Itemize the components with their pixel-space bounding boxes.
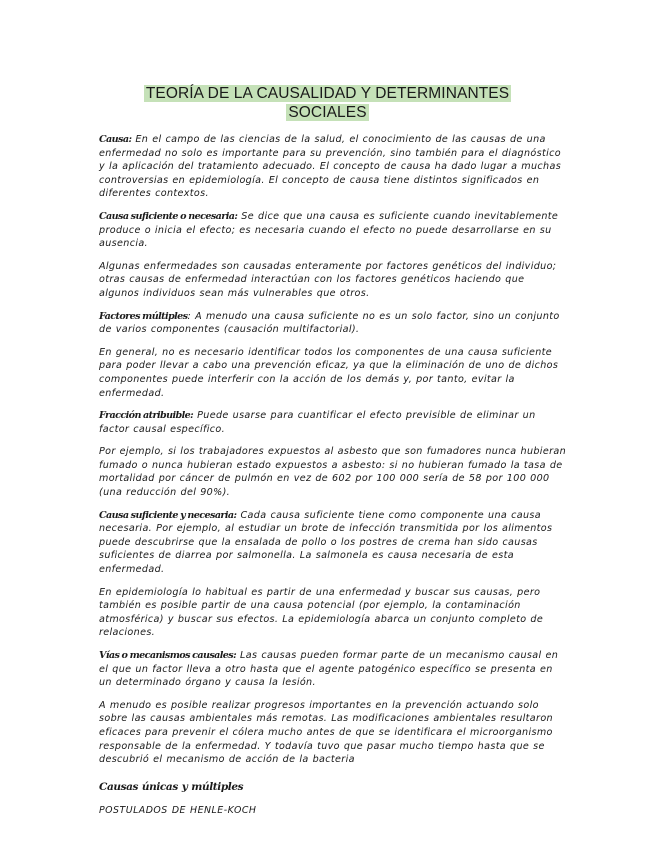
paragraph (99, 260, 567, 301)
paragraph-term: Vías o mecanismos causales: (99, 650, 237, 661)
paragraph (99, 133, 567, 201)
paragraph (99, 409, 567, 436)
paragraph (99, 310, 567, 337)
paragraph-text: En epidemiología lo habitual es partir de una enfermedad y buscar sus causas, pero también es posible partir de una causa potencial (por ejemplo, la contaminación atmosférica) y buscar sus efectos. La epidemiología abarca un conjunto completo de relaciones. (99, 586, 544, 639)
section-heading: Causas únicas y múltiples (99, 780, 244, 793)
paragraph (99, 445, 567, 499)
paragraph (99, 586, 567, 640)
paragraph-term: Causa suficiente o necesaria: (99, 210, 238, 222)
paragraph-term: Causa: (99, 134, 132, 145)
paragraph-term: Factores múltiples (99, 310, 188, 322)
paragraph (99, 649, 567, 690)
paragraph (99, 210, 567, 251)
paragraph-text: Las causas pueden formar parte de un mecanismo causal en el que un factor lleva a otro hasta que el agente patogénico específico se presenta en un determinado órgano y causa la lesión. (99, 650, 559, 689)
paragraph-text: Se dice que una causa es suficiente cuando inevitablemente produce o inicia el efecto; es necesaria cuando el efecto no puede desarrollarse en su ausencia. (99, 210, 559, 250)
postulados-label: POSTULADOS DE HENLE-KOCH (99, 805, 257, 817)
title-line-1: TEORÍA DE LA CAUSALIDAD Y DETERMINANTES (145, 85, 510, 102)
paragraph-text: Por ejemplo, si los trabajadores expuestos al asbesto que son fumadores nunca hubieran fumado o nunca hubieran estado expuestos a asbesto: si no hubieran fumado la tasa de mortalidad por cáncer de pulmón en vez de 602 por 100 000 sería de 58 por 100 000 (una reducción del 90%). (99, 446, 567, 499)
document-title (0, 84, 655, 122)
paragraph-text: En el campo de las ciencias de la salud, el conocimiento de las causas de una enfermedad no solo es importante para su prevención, sino también para el diagnóstico y la aplicación del tratamiento adecuado. El concepto de causa ha dado lugar a muchas controversias en epidemiología. El concepto de causa tiene distintos significados en diferentes contextos. (99, 134, 562, 200)
paragraph-text: A menudo es posible realizar progresos importantes en la prevención actuando solo sobre las causas ambientales más remotas. Las modificaciones ambientales resultaron eficaces para prevenir el cólera mucho antes de que se identificara el microorganismo responsable de la enfermedad. Y todavía tuvo que pasar mucho tiempo hasta que se descubrió el mecanismo de acción de la bacteria (99, 699, 553, 766)
paragraph-text: En general, no es necesario identificar todos los componentes de una causa suficiente para poder llevar a cabo una prevención eficaz, ya que la eliminación de uno de dichos componentes puede interferir con la acción de los demás y, por tanto, evitar la enfermedad. (99, 346, 559, 399)
paragraph (99, 346, 567, 400)
paragraph-text: Algunas enfermedades son causadas enteramente por factores genéticos del individuo; otras causas de enfermedad interactúan con los factores genéticos haciendo que algunos individuos sean más vulnerables que otros. (99, 260, 557, 299)
paragraph-term: Causa suficiente y necesaria: (99, 509, 237, 521)
paragraph-text: Cada causa suficiente tiene como componente una causa necesaria. Por ejemplo, al estudiar un brote de infección transmitida por los alimentos puede descubrirse que la ensalada de pollo o los postres de crema han sido causas suficientes de diarrea por salmonella. La salmonela es causa necesaria de esta enfermedad. (99, 509, 553, 576)
title-line-2: SOCIALES (288, 104, 367, 121)
paragraph (99, 509, 567, 577)
paragraph-text: : A menudo una causa suficiente no es un solo factor, sino un conjunto de varios componentes (causación multifactorial). (99, 310, 560, 336)
paragraph-text: Puede usarse para cuantificar el efecto previsible de eliminar un factor causal específico. (99, 410, 536, 435)
paragraph-term: Fracción atribuible: (99, 410, 194, 422)
document-body (99, 133, 567, 818)
paragraph (99, 699, 567, 767)
